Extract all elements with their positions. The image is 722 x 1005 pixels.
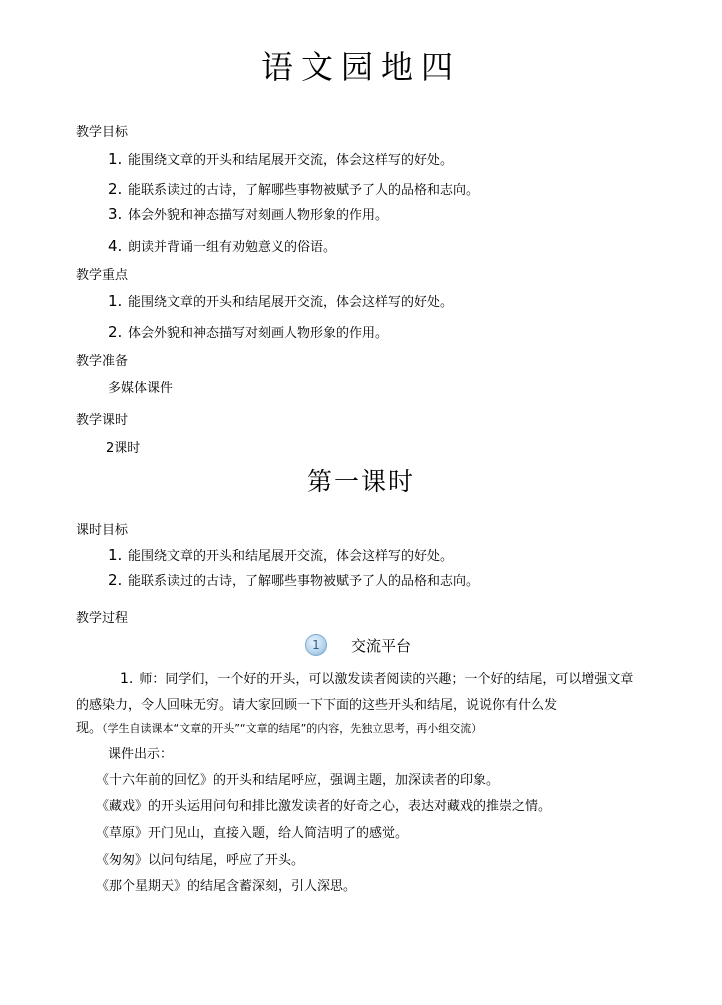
paragraph-line: 的感染力，令人回味无穷。请大家回顾一下下面的这些开头和结尾，说说你有什么发 — [76, 698, 558, 713]
prep-text: 多媒体课件 — [108, 381, 174, 396]
paragraph-line — [76, 717, 482, 736]
focus-number: 2. — [108, 323, 123, 341]
example-line: 《藏戏》的开头运用问句和排比激发读者的好奇之心，表达对藏戏的推崇之情。 — [96, 799, 552, 814]
courseware-label: 课件出示： — [108, 747, 174, 762]
exchange-platform-badge — [305, 634, 411, 656]
example-line: 《那个星期天》的结尾含蓄深刻，引人深思。 — [96, 879, 357, 894]
section-heading-hours: 教学课时 — [76, 413, 129, 428]
focus-number: 1. — [108, 292, 123, 310]
badge-label: 交流平台 — [351, 636, 412, 655]
lesson-goal-number: 2. — [108, 571, 123, 589]
section-heading-goals: 教学目标 — [76, 125, 129, 140]
lesson-goal-text: 能围绕文章的开头和结尾展开交流，体会这样写的好处。 — [128, 549, 454, 564]
section-heading-process: 教学过程 — [76, 611, 129, 626]
goal-number: 4. — [108, 237, 123, 255]
example-line: 《十六年前的回忆》的开头和结尾呼应，强调主题，加深读者的印象。 — [96, 773, 500, 788]
lesson-title: 第一课时 — [306, 467, 415, 496]
paragraph-text: 现。 — [76, 721, 103, 736]
lesson-goal-item — [108, 545, 453, 564]
focus-text: 体会外貌和神态描写对刻画人物形象的作用。 — [128, 326, 389, 341]
paragraph-line — [120, 668, 633, 687]
lesson-goal-text: 能联系读过的古诗，了解哪些事物被赋予了人的品格和志向。 — [128, 574, 480, 589]
section-heading-lesson-goals: 课时目标 — [76, 523, 129, 538]
focus-text: 能围绕文章的开头和结尾展开交流，体会这样写的好处。 — [128, 295, 454, 310]
goal-text: 能联系读过的古诗，了解哪些事物被赋予了人的品格和志向。 — [128, 183, 480, 198]
goal-text: 朗读并背诵一组有劝勉意义的俗语。 — [128, 240, 337, 255]
goal-item — [108, 179, 479, 198]
goal-number: 3. — [108, 205, 123, 223]
lesson-goal-item — [108, 570, 479, 589]
section-heading-focus: 教学重点 — [76, 268, 129, 283]
goal-item — [108, 236, 336, 255]
example-line: 《草原》开门见山，直接入题，给人简洁明了的感觉。 — [96, 826, 409, 841]
goal-number: 2. — [108, 180, 123, 198]
example-line: 《匆匆》以问句结尾，呼应了开头。 — [96, 853, 305, 868]
focus-item — [108, 291, 453, 310]
page-title: 语文园地四 — [260, 48, 461, 86]
paragraph-number: 1. — [120, 671, 134, 687]
goal-number: 1. — [108, 150, 123, 168]
goal-item — [108, 204, 388, 223]
goal-text: 能围绕文章的开头和结尾展开交流，体会这样写的好处。 — [128, 153, 454, 168]
focus-item — [108, 322, 388, 341]
goal-item — [108, 149, 453, 168]
paragraph-note: （学生自读课本“文章的开头”“文章的结尾”的内容，先独立思考，再小组交流） — [102, 722, 483, 735]
section-heading-prep: 教学准备 — [76, 354, 129, 369]
goal-text: 体会外貌和神态描写对刻画人物形象的作用。 — [128, 208, 389, 223]
number-circle-icon: 1 — [305, 634, 327, 656]
lesson-goal-number: 1. — [108, 546, 123, 564]
hours-text: 2课时 — [106, 441, 141, 456]
paragraph-text: 师：同学们，一个好的开头，可以激发读者阅读的兴趣；一个好的结尾，可以增强文章 — [139, 672, 634, 687]
